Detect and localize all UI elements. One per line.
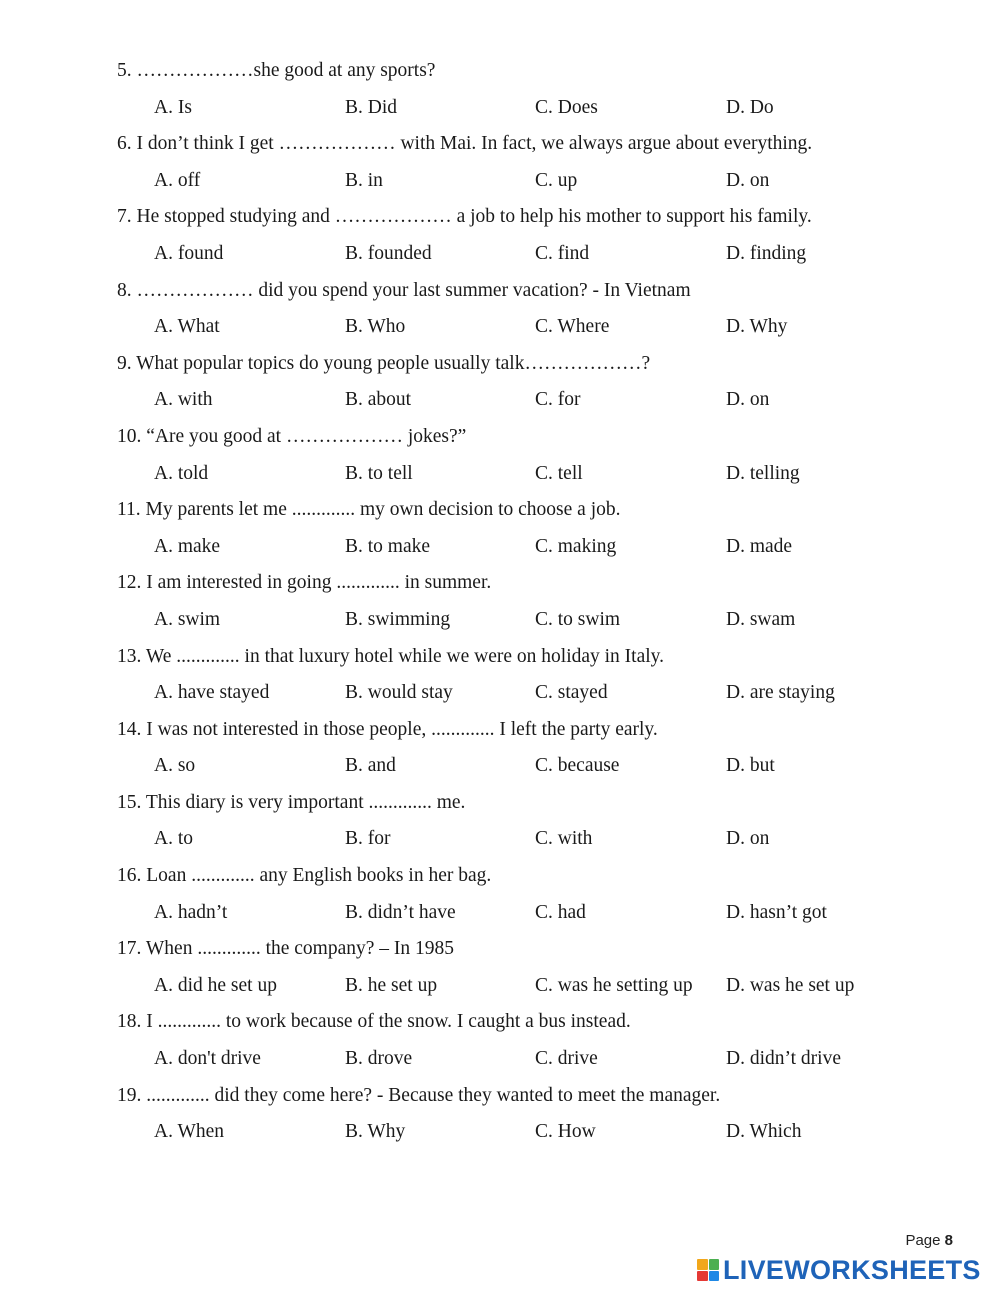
option-c: C. had: [535, 901, 586, 923]
option-a: A. swim: [154, 608, 221, 630]
option-d: D. swam: [726, 608, 796, 630]
option-c: C. stayed: [535, 682, 608, 704]
question-options: [0, 751, 1000, 788]
option-c: C. Does: [535, 96, 598, 118]
question-options: [0, 532, 1000, 569]
option-b: B. didn’t have: [345, 901, 456, 923]
option-d: D. are staying: [726, 682, 835, 704]
option-c: C. for: [535, 389, 581, 411]
option-d: D. on: [726, 169, 770, 191]
question-options: [0, 898, 1000, 935]
option-c: C. How: [535, 1121, 596, 1143]
option-b: B. Why: [345, 1121, 406, 1143]
option-a: A. hadn’t: [154, 901, 228, 923]
option-a: A. don't drive: [154, 1048, 261, 1070]
question-options: [0, 385, 1000, 422]
option-d: D. on: [726, 389, 770, 411]
question-stem: 11. My parents let me ............. my own decision to choose a job.: [117, 499, 621, 521]
option-a: A. off: [154, 169, 201, 191]
option-a: A. What: [154, 316, 220, 338]
question-options: [0, 605, 1000, 642]
option-c: C. find: [535, 242, 590, 264]
option-c: C. because: [535, 755, 620, 777]
option-d: D. on: [726, 828, 770, 850]
option-b: B. to tell: [345, 462, 413, 484]
option-a: A. with: [154, 389, 213, 411]
option-a: A. did he set up: [154, 974, 277, 996]
option-c: C. making: [535, 535, 617, 557]
question-options: [0, 1044, 1000, 1081]
option-b: B. in: [345, 169, 383, 191]
option-a: A. When: [154, 1121, 225, 1143]
question-options: [0, 1117, 1000, 1154]
option-c: C. with: [535, 828, 593, 850]
question-stem: 6. I don’t think I get ……………… with Mai. In fact, we always argue about everything.: [117, 133, 813, 155]
question-stem: 15. This diary is very important ............. me.: [117, 791, 466, 813]
option-d: D. Which: [726, 1121, 802, 1143]
option-d: D. didn’t drive: [726, 1048, 842, 1070]
option-c: C. drive: [535, 1048, 598, 1070]
option-b: B. drove: [345, 1048, 413, 1070]
option-a: A. found: [154, 242, 224, 264]
option-a: A. have stayed: [154, 682, 270, 704]
question-stem: 19. ............. did they come here? - Because they wanted to meet the manager.: [117, 1084, 721, 1106]
option-d: D. Why: [726, 316, 788, 338]
option-c: C. tell: [535, 462, 583, 484]
option-d: D. made: [726, 535, 793, 557]
liveworksheets-brand-text: LIVEWORKSHEETS: [723, 1254, 981, 1285]
question-stem: 5. ………………she good at any sports?: [117, 60, 436, 81]
option-b: B. and: [345, 755, 396, 777]
option-b: B. for: [345, 828, 391, 850]
option-d: D. telling: [726, 462, 800, 484]
option-a: A. to: [154, 828, 193, 850]
question-stem: 9. What popular topics do young people usually talk………………?: [117, 352, 651, 374]
question-options: [0, 93, 1000, 130]
question-options: [0, 971, 1000, 1008]
option-c: C. to swim: [535, 608, 621, 630]
page-number-value: 8: [944, 1232, 953, 1249]
liveworksheets-logo-icon: [697, 1259, 719, 1281]
liveworksheets-logo: [697, 1255, 981, 1285]
page-prefix: Page: [905, 1232, 941, 1249]
option-a: A. told: [154, 462, 209, 484]
question-options: [0, 239, 1000, 276]
question-stem: 17. When ............. the company? – In 1985: [117, 938, 455, 960]
option-a: A. make: [154, 535, 221, 557]
question-options: [0, 459, 1000, 496]
question-stem: 7. He stopped studying and ……………… a job to help his mother to support his family.: [117, 206, 812, 228]
option-a: A. so: [154, 755, 196, 777]
option-b: B. to make: [345, 535, 431, 557]
option-b: B. would stay: [345, 682, 453, 704]
question-stem: 18. I ............. to work because of the snow. I caught a bus instead.: [117, 1011, 631, 1033]
question-options: [0, 824, 1000, 861]
option-b: B. founded: [345, 242, 432, 264]
question-stem: 8. ……………… did you spend your last summer vacation? - In Vietnam: [117, 279, 691, 301]
question-list: [0, 56, 1000, 1154]
question-options: [0, 678, 1000, 715]
question-options: [0, 166, 1000, 203]
page-number: [905, 1232, 953, 1249]
question-stem: 10. “Are you good at ……………… jokes?”: [117, 425, 467, 447]
question-stem: 14. I was not interested in those people, ............. I left the party early.: [117, 718, 658, 740]
option-d: D. hasn’t got: [726, 901, 827, 923]
option-b: B. Did: [345, 96, 398, 118]
option-b: B. Who: [345, 316, 406, 338]
option-b: B. he set up: [345, 974, 438, 996]
question-stem: 16. Loan ............. any English books in her bag.: [117, 865, 492, 887]
option-d: D. but: [726, 755, 775, 777]
option-d: D. Do: [726, 96, 774, 118]
option-a: A. Is: [154, 96, 192, 118]
question-stem: 12. I am interested in going ............. in summer.: [117, 572, 492, 594]
option-c: C. up: [535, 169, 578, 191]
question-stem: 13. We ............. in that luxury hotel while we were on holiday in Italy.: [117, 645, 665, 667]
option-d: D. was he set up: [726, 974, 855, 996]
option-c: C. Where: [535, 316, 610, 338]
option-b: B. about: [345, 389, 412, 411]
option-b: B. swimming: [345, 608, 451, 630]
option-c: C. was he setting up: [535, 974, 693, 996]
question-options: [0, 312, 1000, 349]
option-d: D. finding: [726, 242, 807, 264]
